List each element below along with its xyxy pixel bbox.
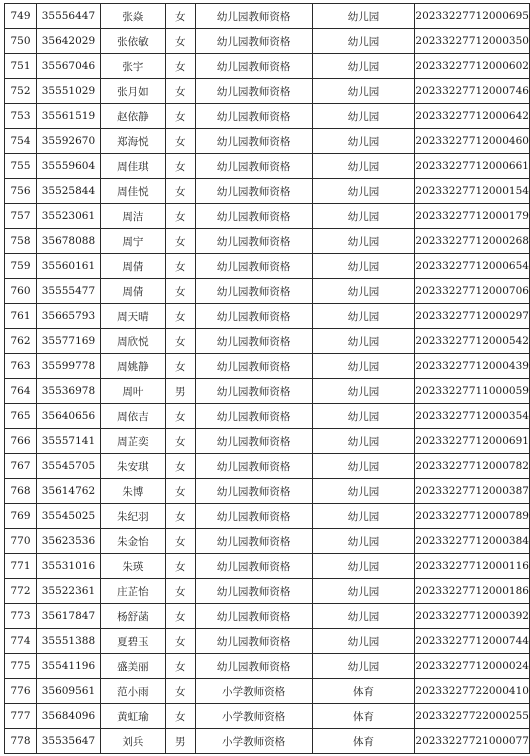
table-row — [5, 429, 530, 454]
qualification-cell: 幼儿园教师资格 — [195, 129, 312, 154]
table-row — [5, 629, 530, 654]
table-row — [5, 254, 530, 279]
row-number-cell: 749 — [5, 4, 37, 29]
subject-cell: 幼儿园 — [312, 329, 415, 354]
row-number-cell: 776 — [5, 679, 37, 704]
table-row — [5, 454, 530, 479]
applicant-id-cell: 35551388 — [36, 629, 100, 654]
row-number-cell: 761 — [5, 304, 37, 329]
gender-cell: 女 — [165, 279, 195, 304]
certificate-number-cell: 20233227712000661 — [415, 154, 530, 179]
applicant-id-cell: 35535647 — [36, 729, 100, 754]
certificate-number-cell: 20233227712000782 — [415, 454, 530, 479]
certificate-number-cell: 20233227712000024 — [415, 654, 530, 679]
name-cell: 朱博 — [100, 479, 165, 504]
applicant-id-cell: 35640656 — [36, 404, 100, 429]
qualification-cell: 幼儿园教师资格 — [195, 654, 312, 679]
qualification-cell: 幼儿园教师资格 — [195, 429, 312, 454]
table-row — [5, 579, 530, 604]
name-cell: 张宇 — [100, 54, 165, 79]
applicant-id-cell: 35560161 — [36, 254, 100, 279]
name-cell: 刘兵 — [100, 729, 165, 754]
table-row — [5, 404, 530, 429]
applicant-id-cell: 35523061 — [36, 204, 100, 229]
table-row — [5, 79, 530, 104]
gender-cell: 女 — [165, 329, 195, 354]
certificate-number-cell: 20233227712000186 — [415, 579, 530, 604]
row-number-cell: 757 — [5, 204, 37, 229]
qualification-cell: 小学教师资格 — [195, 704, 312, 729]
applicant-id-cell: 35557141 — [36, 429, 100, 454]
row-number-cell: 763 — [5, 354, 37, 379]
applicant-id-cell: 35617847 — [36, 604, 100, 629]
applicant-id-cell: 35665793 — [36, 304, 100, 329]
gender-cell: 女 — [165, 229, 195, 254]
gender-cell: 女 — [165, 454, 195, 479]
row-number-cell: 753 — [5, 104, 37, 129]
name-cell: 周天晴 — [100, 304, 165, 329]
certificate-number-cell: 20233227712000460 — [415, 129, 530, 154]
gender-cell: 女 — [165, 579, 195, 604]
table-row — [5, 4, 530, 29]
name-cell: 夏碧玉 — [100, 629, 165, 654]
subject-cell: 幼儿园 — [312, 604, 415, 629]
certificate-number-cell: 20233227712000691 — [415, 429, 530, 454]
name-cell: 周倩 — [100, 254, 165, 279]
row-number-cell: 759 — [5, 254, 37, 279]
subject-cell: 幼儿园 — [312, 354, 415, 379]
table-row — [5, 479, 530, 504]
certificate-number-cell: 20233227712000654 — [415, 254, 530, 279]
table-row — [5, 379, 530, 404]
qualification-cell: 幼儿园教师资格 — [195, 354, 312, 379]
row-number-cell: 772 — [5, 579, 37, 604]
subject-cell: 幼儿园 — [312, 204, 415, 229]
table-row — [5, 729, 530, 754]
table-row — [5, 679, 530, 704]
qualification-cell: 幼儿园教师资格 — [195, 54, 312, 79]
applicant-id-cell: 35555477 — [36, 279, 100, 304]
name-cell: 盛美丽 — [100, 654, 165, 679]
name-cell: 周倩 — [100, 279, 165, 304]
subject-cell: 幼儿园 — [312, 54, 415, 79]
name-cell: 朱瑛 — [100, 554, 165, 579]
certificate-number-cell: 20233227712000179 — [415, 204, 530, 229]
subject-cell: 幼儿园 — [312, 554, 415, 579]
name-cell: 张依敏 — [100, 29, 165, 54]
row-number-cell: 754 — [5, 129, 37, 154]
certificate-number-cell: 20233227712000542 — [415, 329, 530, 354]
applicant-id-cell: 35522361 — [36, 579, 100, 604]
name-cell: 周佳琪 — [100, 154, 165, 179]
table-row — [5, 129, 530, 154]
table-row — [5, 554, 530, 579]
applicant-id-cell: 35623536 — [36, 529, 100, 554]
applicant-id-cell: 35577169 — [36, 329, 100, 354]
table-row — [5, 654, 530, 679]
qualification-cell: 小学教师资格 — [195, 679, 312, 704]
applicant-id-cell: 35592670 — [36, 129, 100, 154]
table-row — [5, 354, 530, 379]
applicant-id-cell: 35541196 — [36, 654, 100, 679]
certificate-number-cell: 20233227712000602 — [415, 54, 530, 79]
row-number-cell: 767 — [5, 454, 37, 479]
subject-cell: 幼儿园 — [312, 129, 415, 154]
qualification-cell: 幼儿园教师资格 — [195, 329, 312, 354]
gender-cell: 女 — [165, 4, 195, 29]
subject-cell: 幼儿园 — [312, 404, 415, 429]
qualification-cell: 幼儿园教师资格 — [195, 404, 312, 429]
row-number-cell: 774 — [5, 629, 37, 654]
subject-cell: 幼儿园 — [312, 4, 415, 29]
gender-cell: 女 — [165, 179, 195, 204]
gender-cell: 女 — [165, 554, 195, 579]
qualification-cell: 幼儿园教师资格 — [195, 554, 312, 579]
qualification-cell: 幼儿园教师资格 — [195, 254, 312, 279]
certificate-number-cell: 20233227712000268 — [415, 229, 530, 254]
subject-cell: 幼儿园 — [312, 479, 415, 504]
gender-cell: 女 — [165, 679, 195, 704]
gender-cell: 女 — [165, 429, 195, 454]
subject-cell: 幼儿园 — [312, 504, 415, 529]
row-number-cell: 756 — [5, 179, 37, 204]
qualification-cell: 幼儿园教师资格 — [195, 229, 312, 254]
subject-cell: 体育 — [312, 679, 415, 704]
subject-cell: 幼儿园 — [312, 104, 415, 129]
qualification-cell: 幼儿园教师资格 — [195, 179, 312, 204]
table-row — [5, 204, 530, 229]
row-number-cell: 778 — [5, 729, 37, 754]
gender-cell: 女 — [165, 204, 195, 229]
table-row — [5, 54, 530, 79]
certificate-number-cell: 20233227712000116 — [415, 554, 530, 579]
gender-cell: 女 — [165, 654, 195, 679]
certificate-number-cell: 20233227712000154 — [415, 179, 530, 204]
certificate-number-cell: 20233227712000392 — [415, 604, 530, 629]
applicant-id-cell: 35614762 — [36, 479, 100, 504]
subject-cell: 幼儿园 — [312, 654, 415, 679]
qualification-cell: 幼儿园教师资格 — [195, 154, 312, 179]
name-cell: 范小雨 — [100, 679, 165, 704]
row-number-cell: 766 — [5, 429, 37, 454]
table-row — [5, 279, 530, 304]
row-number-cell: 771 — [5, 554, 37, 579]
subject-cell: 幼儿园 — [312, 179, 415, 204]
subject-cell: 幼儿园 — [312, 29, 415, 54]
name-cell: 周芷奕 — [100, 429, 165, 454]
row-number-cell: 752 — [5, 79, 37, 104]
applicant-id-cell: 35678088 — [36, 229, 100, 254]
certificate-number-cell: 20233227712000439 — [415, 354, 530, 379]
qualification-cell: 幼儿园教师资格 — [195, 479, 312, 504]
name-cell: 周姚静 — [100, 354, 165, 379]
name-cell: 周欣悦 — [100, 329, 165, 354]
applicant-id-cell: 35684096 — [36, 704, 100, 729]
name-cell: 杨舒菡 — [100, 604, 165, 629]
name-cell: 朱金怡 — [100, 529, 165, 554]
subject-cell: 体育 — [312, 704, 415, 729]
gender-cell: 女 — [165, 129, 195, 154]
name-cell: 赵依静 — [100, 104, 165, 129]
subject-cell: 幼儿园 — [312, 304, 415, 329]
certificate-number-cell: 20233227712000350 — [415, 29, 530, 54]
table-row — [5, 304, 530, 329]
table-row — [5, 329, 530, 354]
certificate-number-cell: 20233227722000410 — [415, 679, 530, 704]
qualification-cell: 幼儿园教师资格 — [195, 304, 312, 329]
qualification-cell: 幼儿园教师资格 — [195, 29, 312, 54]
name-cell: 张焱 — [100, 4, 165, 29]
gender-cell: 女 — [165, 604, 195, 629]
row-number-cell: 770 — [5, 529, 37, 554]
gender-cell: 男 — [165, 729, 195, 754]
row-number-cell: 775 — [5, 654, 37, 679]
qualification-cell: 幼儿园教师资格 — [195, 4, 312, 29]
gender-cell: 女 — [165, 354, 195, 379]
row-number-cell: 758 — [5, 229, 37, 254]
row-number-cell: 769 — [5, 504, 37, 529]
gender-cell: 男 — [165, 379, 195, 404]
gender-cell: 女 — [165, 79, 195, 104]
qualification-cell: 幼儿园教师资格 — [195, 379, 312, 404]
row-number-cell: 760 — [5, 279, 37, 304]
row-number-cell: 755 — [5, 154, 37, 179]
applicant-id-cell: 35545705 — [36, 454, 100, 479]
row-number-cell: 751 — [5, 54, 37, 79]
name-cell: 黄虹瑜 — [100, 704, 165, 729]
certificate-number-cell: 20233227722000255 — [415, 704, 530, 729]
certificate-number-cell: 20233227721000077 — [415, 729, 530, 754]
name-cell: 庄芷怡 — [100, 579, 165, 604]
applicant-id-cell: 35525844 — [36, 179, 100, 204]
subject-cell: 幼儿园 — [312, 529, 415, 554]
row-number-cell: 777 — [5, 704, 37, 729]
name-cell: 周佳悦 — [100, 179, 165, 204]
gender-cell: 女 — [165, 304, 195, 329]
subject-cell: 幼儿园 — [312, 429, 415, 454]
applicant-id-cell: 35561519 — [36, 104, 100, 129]
name-cell: 朱安琪 — [100, 454, 165, 479]
subject-cell: 幼儿园 — [312, 279, 415, 304]
table-body — [5, 4, 530, 754]
row-number-cell: 750 — [5, 29, 37, 54]
certificate-number-cell: 20233227712000354 — [415, 404, 530, 429]
qualification-cell: 幼儿园教师资格 — [195, 529, 312, 554]
table-row — [5, 179, 530, 204]
certificate-number-cell: 20233227712000642 — [415, 104, 530, 129]
subject-cell: 幼儿园 — [312, 379, 415, 404]
row-number-cell: 768 — [5, 479, 37, 504]
certificate-number-cell: 20233227712000789 — [415, 504, 530, 529]
qualification-cell: 幼儿园教师资格 — [195, 79, 312, 104]
applicant-id-cell: 35556447 — [36, 4, 100, 29]
certificate-number-cell: 20233227712000744 — [415, 629, 530, 654]
subject-cell: 幼儿园 — [312, 579, 415, 604]
certificate-roster-table — [4, 3, 530, 754]
name-cell: 张月如 — [100, 79, 165, 104]
gender-cell: 女 — [165, 154, 195, 179]
table-row — [5, 604, 530, 629]
table-row — [5, 104, 530, 129]
certificate-number-cell: 20233227712000706 — [415, 279, 530, 304]
row-number-cell: 773 — [5, 604, 37, 629]
qualification-cell: 幼儿园教师资格 — [195, 579, 312, 604]
gender-cell: 女 — [165, 404, 195, 429]
applicant-id-cell: 35599778 — [36, 354, 100, 379]
certificate-number-cell: 20233227712000695 — [415, 4, 530, 29]
name-cell: 郑海悦 — [100, 129, 165, 154]
subject-cell: 幼儿园 — [312, 229, 415, 254]
certificate-number-cell: 20233227711000059 — [415, 379, 530, 404]
gender-cell: 女 — [165, 479, 195, 504]
qualification-cell: 幼儿园教师资格 — [195, 629, 312, 654]
gender-cell: 女 — [165, 504, 195, 529]
name-cell: 周宁 — [100, 229, 165, 254]
subject-cell: 幼儿园 — [312, 629, 415, 654]
qualification-cell: 幼儿园教师资格 — [195, 454, 312, 479]
gender-cell: 女 — [165, 629, 195, 654]
gender-cell: 女 — [165, 29, 195, 54]
subject-cell: 幼儿园 — [312, 254, 415, 279]
applicant-id-cell: 35642029 — [36, 29, 100, 54]
row-number-cell: 762 — [5, 329, 37, 354]
qualification-cell: 幼儿园教师资格 — [195, 604, 312, 629]
subject-cell: 幼儿园 — [312, 79, 415, 104]
applicant-id-cell: 35531016 — [36, 554, 100, 579]
subject-cell: 体育 — [312, 729, 415, 754]
qualification-cell: 幼儿园教师资格 — [195, 504, 312, 529]
table-row — [5, 504, 530, 529]
subject-cell: 幼儿园 — [312, 154, 415, 179]
certificate-number-cell: 20233227712000384 — [415, 529, 530, 554]
applicant-id-cell: 35559604 — [36, 154, 100, 179]
certificate-number-cell: 20233227712000297 — [415, 304, 530, 329]
name-cell: 周叶 — [100, 379, 165, 404]
qualification-cell: 小学教师资格 — [195, 729, 312, 754]
certificate-number-cell: 20233227712000746 — [415, 79, 530, 104]
row-number-cell: 765 — [5, 404, 37, 429]
table-row — [5, 154, 530, 179]
applicant-id-cell: 35609561 — [36, 679, 100, 704]
name-cell: 朱纪羽 — [100, 504, 165, 529]
gender-cell: 女 — [165, 104, 195, 129]
applicant-id-cell: 35551029 — [36, 79, 100, 104]
subject-cell: 幼儿园 — [312, 454, 415, 479]
applicant-id-cell: 35545025 — [36, 504, 100, 529]
gender-cell: 女 — [165, 704, 195, 729]
row-number-cell: 764 — [5, 379, 37, 404]
name-cell: 周洁 — [100, 204, 165, 229]
qualification-cell: 幼儿园教师资格 — [195, 279, 312, 304]
qualification-cell: 幼儿园教师资格 — [195, 104, 312, 129]
table-row — [5, 529, 530, 554]
gender-cell: 女 — [165, 254, 195, 279]
applicant-id-cell: 35536978 — [36, 379, 100, 404]
gender-cell: 女 — [165, 529, 195, 554]
gender-cell: 女 — [165, 54, 195, 79]
qualification-cell: 幼儿园教师资格 — [195, 204, 312, 229]
table-row — [5, 704, 530, 729]
certificate-number-cell: 20233227712000387 — [415, 479, 530, 504]
table-row — [5, 29, 530, 54]
table-row — [5, 229, 530, 254]
applicant-id-cell: 35567046 — [36, 54, 100, 79]
name-cell: 周依吉 — [100, 404, 165, 429]
